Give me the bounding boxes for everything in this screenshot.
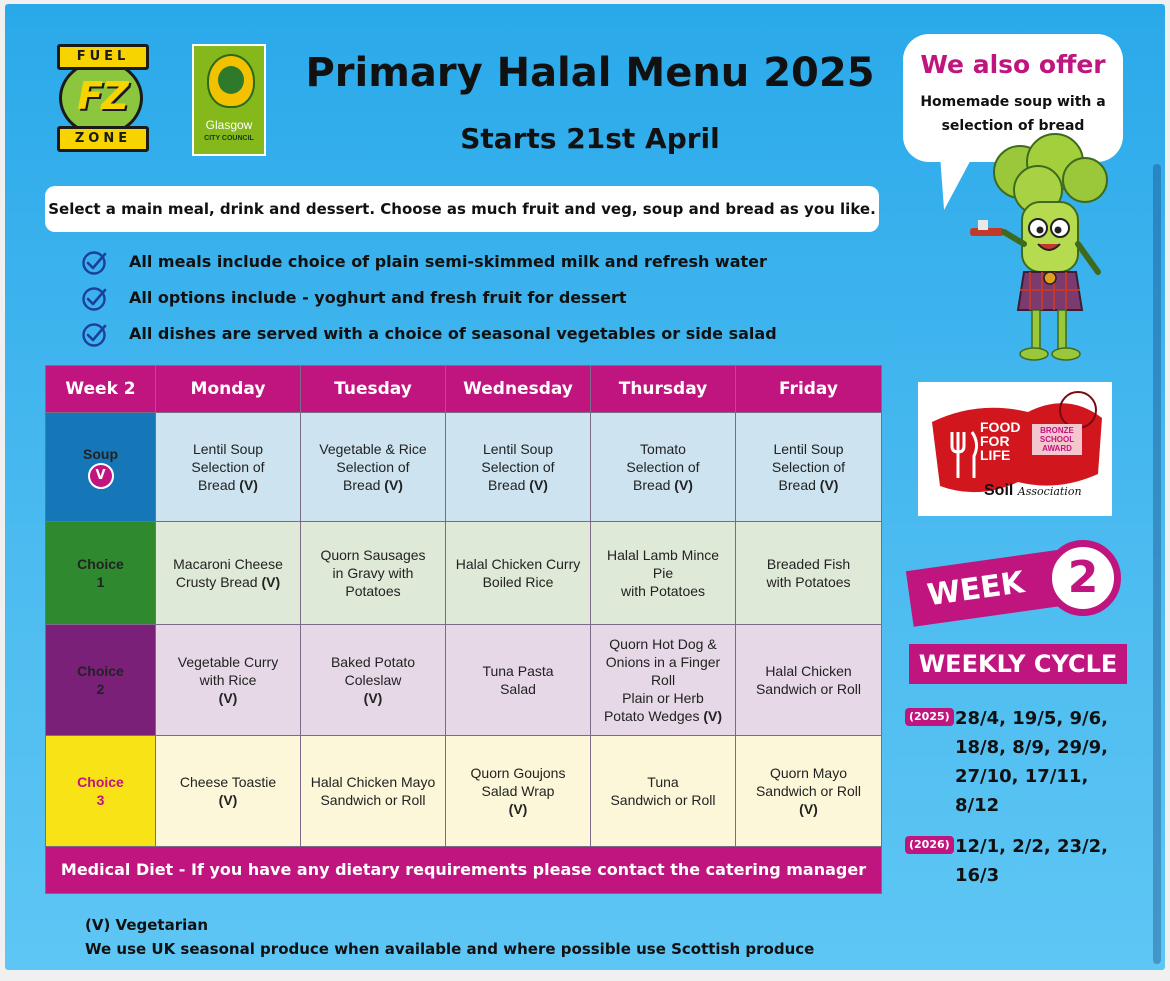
veg-marker: (V) <box>239 477 258 493</box>
cycle-dates <box>905 704 1135 890</box>
veg-marker: (V) <box>218 690 238 706</box>
dish-line: Baked Potato <box>330 654 416 670</box>
dish-line: Sandwich or Roll <box>320 792 426 808</box>
menu-cell <box>736 522 882 625</box>
menu-cell <box>301 625 446 736</box>
dish-line: Halal Lamb Mince Pie <box>606 547 720 581</box>
year-badge: (2026) <box>905 836 954 854</box>
dish-line: Bread (V) <box>488 477 548 493</box>
dish-line: Quorn Sausages <box>320 547 426 563</box>
fuel-zone-logo <box>53 44 147 152</box>
vegetarian-badge: V <box>88 463 114 489</box>
dish-line: Selection of <box>481 459 555 475</box>
day-header-monday: Monday <box>156 366 301 413</box>
row-label-choice-3 <box>46 736 156 847</box>
dish-line: Sandwich or Roll <box>610 792 716 808</box>
council-crest-icon <box>207 54 255 108</box>
bullet-text: All meals include choice of plain semi-skimmed milk and refresh water <box>129 252 767 271</box>
dish-line: Halal Chicken <box>765 663 852 679</box>
menu-cell <box>736 736 882 847</box>
veg-marker: (V) <box>508 801 528 817</box>
dish-line: Tomato <box>640 441 686 457</box>
menu-header-row <box>46 366 882 413</box>
dish-line: Vegetable Curry <box>177 654 279 670</box>
bullet-text: All options include - yoghurt and fresh fruit for dessert <box>129 288 627 307</box>
row-label-number: 3 <box>96 792 105 808</box>
broccoli-mascot-icon <box>960 132 1120 368</box>
dish-line: Halal Chicken Curry <box>455 556 581 572</box>
fuel-zone-letters: FZ <box>77 74 127 118</box>
dish-line: Sandwich or Roll <box>755 681 862 697</box>
check-circle-icon <box>81 250 107 276</box>
veg-marker: (V) <box>384 477 403 493</box>
veg-marker: (V) <box>363 690 383 706</box>
dish-line: Sandwich or Roll <box>755 783 862 799</box>
dish-line: Potatoes <box>345 583 401 599</box>
bullet-item <box>81 248 861 284</box>
day-header-wednesday: Wednesday <box>446 366 591 413</box>
dish-line: Lentil Soup <box>192 441 264 457</box>
scrollbar[interactable] <box>1153 164 1161 964</box>
row-label-text: Choice <box>77 556 124 572</box>
cycle-date-list: 28/4, 19/5, 9/6, 18/8, 8/9, 29/9, 27/10, 17/11, 8/12 <box>955 708 1108 816</box>
menu-cell <box>446 625 591 736</box>
row-label-choice-1 <box>46 522 156 625</box>
row-label-text: Soup <box>83 446 118 462</box>
dish-line: Quorn Goujons <box>470 765 566 781</box>
produce-note: We use UK seasonal produce when available and where possible use Scottish produce <box>85 940 815 958</box>
soup-row <box>46 413 882 522</box>
menu-cell <box>156 522 301 625</box>
row-label-number: 1 <box>96 574 105 590</box>
menu-cell <box>156 736 301 847</box>
dish-line: Lentil Soup <box>482 441 554 457</box>
row-label-soup <box>46 413 156 522</box>
dish-line: Breaded Fish <box>766 556 851 572</box>
dish-line: in Gravy with <box>332 565 414 581</box>
glasgow-council-logo <box>192 44 266 156</box>
row-label-text: Choice <box>77 774 124 790</box>
council-name: Glasgow <box>205 118 253 132</box>
dish-line: Onions in a Finger Roll <box>605 654 721 688</box>
dish-line: with Rice <box>199 672 257 688</box>
dish-line: Selection of <box>336 459 410 475</box>
dish-line: Boiled Rice <box>482 574 554 590</box>
dish-line: Salad <box>500 681 536 697</box>
week-number-badge: 2 <box>1045 540 1121 616</box>
year-badge: (2025) <box>905 708 954 726</box>
week-label-header: Week 2 <box>46 366 156 413</box>
veg-marker: (V) <box>261 574 281 590</box>
weekly-cycle-label: WEEKLY CYCLE <box>909 644 1127 684</box>
dish-line: Bread (V) <box>198 477 258 493</box>
day-header-friday: Friday <box>736 366 882 413</box>
menu-cell <box>446 522 591 625</box>
dish-line: Quorn Hot Dog & <box>609 636 717 652</box>
veg-marker: (V) <box>819 477 839 493</box>
footnotes <box>85 913 814 961</box>
info-bullets <box>81 248 861 356</box>
menu-cell <box>736 625 882 736</box>
page-subtitle: Starts 21st April <box>460 122 720 155</box>
menu-table <box>45 365 882 894</box>
row-label-choice-2 <box>46 625 156 736</box>
menu-cell <box>736 413 882 522</box>
veg-marker: (V) <box>799 801 818 817</box>
veg-marker: (V) <box>703 708 723 724</box>
choice-1-row <box>46 522 882 625</box>
menu-cell <box>591 522 736 625</box>
check-circle-icon <box>81 322 107 348</box>
menu-poster <box>5 4 1165 970</box>
choice-3-row <box>46 736 882 847</box>
council-subtitle: CITY COUNCIL <box>204 135 254 142</box>
cycle-year-2025 <box>905 704 1135 820</box>
bullet-text: All dishes are served with a choice of seasonal vegetables or side salad <box>129 324 777 343</box>
dish-line: Cheese Toastie <box>179 774 277 790</box>
dish-line: Tuna <box>647 774 679 790</box>
dish-line: Coleslaw <box>344 672 402 688</box>
menu-cell <box>301 522 446 625</box>
dish-line: Quorn Mayo <box>769 765 848 781</box>
menu-cell <box>591 736 736 847</box>
bubble-title: We also offer <box>920 50 1106 79</box>
menu-cell <box>156 413 301 522</box>
menu-cell <box>591 413 736 522</box>
page-title: Primary Halal Menu 2025 <box>305 50 875 96</box>
dish-line: Crusty Bread (V) <box>175 574 281 590</box>
dish-line: with Potatoes <box>766 574 851 590</box>
row-label-number: 2 <box>96 681 105 697</box>
day-header-thursday: Thursday <box>591 366 736 413</box>
veg-marker: (V) <box>218 792 238 808</box>
dish-line: Selection of <box>771 459 846 475</box>
dish-line: Potato Wedges (V) <box>603 708 723 724</box>
dish-line: Macaroni Cheese <box>173 556 283 572</box>
food-for-life-text: FOOD FOR LIFE <box>980 419 1021 463</box>
dish-line: Bread (V) <box>778 477 839 493</box>
menu-cell <box>156 625 301 736</box>
dish-line: with Potatoes <box>620 583 706 599</box>
veg-marker: (V) <box>529 477 548 493</box>
day-header-tuesday: Tuesday <box>301 366 446 413</box>
dish-line: Selection of <box>191 459 265 475</box>
dish-line: Bread (V) <box>633 477 693 493</box>
menu-cell <box>446 413 591 522</box>
dish-line: Lentil Soup <box>773 441 844 457</box>
dish-line: Selection of <box>626 459 700 475</box>
dish-line: Vegetable & Rice <box>319 441 427 457</box>
dish-line: Halal Chicken Mayo <box>310 774 436 790</box>
veg-marker: (V) <box>674 477 693 493</box>
check-circle-icon <box>81 286 107 312</box>
dish-line: Tuna Pasta <box>482 663 554 679</box>
medical-diet-note: Medical Diet - If you have any dietary requirements please contact the catering manager <box>46 847 882 894</box>
bubble-text: Homemade soup with a selection of bread <box>920 94 1106 134</box>
menu-cell <box>301 736 446 847</box>
menu-cell <box>591 625 736 736</box>
dish-line: Bread (V) <box>343 477 403 493</box>
menu-cell <box>446 736 591 847</box>
bullet-item <box>81 284 861 320</box>
row-label-text: Choice <box>77 663 124 679</box>
medical-diet-row <box>46 847 882 894</box>
cycle-year-2026 <box>905 832 1135 890</box>
fuel-zone-bottom-label: ZONE <box>57 126 149 152</box>
cycle-date-list: 12/1, 2/2, 23/2, 16/3 <box>955 836 1108 886</box>
dish-line: Plain or Herb <box>622 690 704 706</box>
week-banner: WEEK <box>906 549 1070 626</box>
food-for-life-award <box>918 382 1112 516</box>
instruction-banner: Select a main meal, drink and dessert. Choose as much fruit and veg, soup and bread as you like. <box>45 186 879 232</box>
dish-line: Salad Wrap <box>481 783 555 799</box>
menu-cell <box>301 413 446 522</box>
vegetarian-key: (V) Vegetarian <box>85 916 209 934</box>
fuel-zone-top-label: FUEL <box>57 44 149 70</box>
bullet-item <box>81 320 861 356</box>
bronze-award-badge: BRONZE SCHOOL AWARD <box>1032 424 1082 455</box>
choice-2-row <box>46 625 882 736</box>
soil-association-label: Soil Association <box>984 482 1082 499</box>
